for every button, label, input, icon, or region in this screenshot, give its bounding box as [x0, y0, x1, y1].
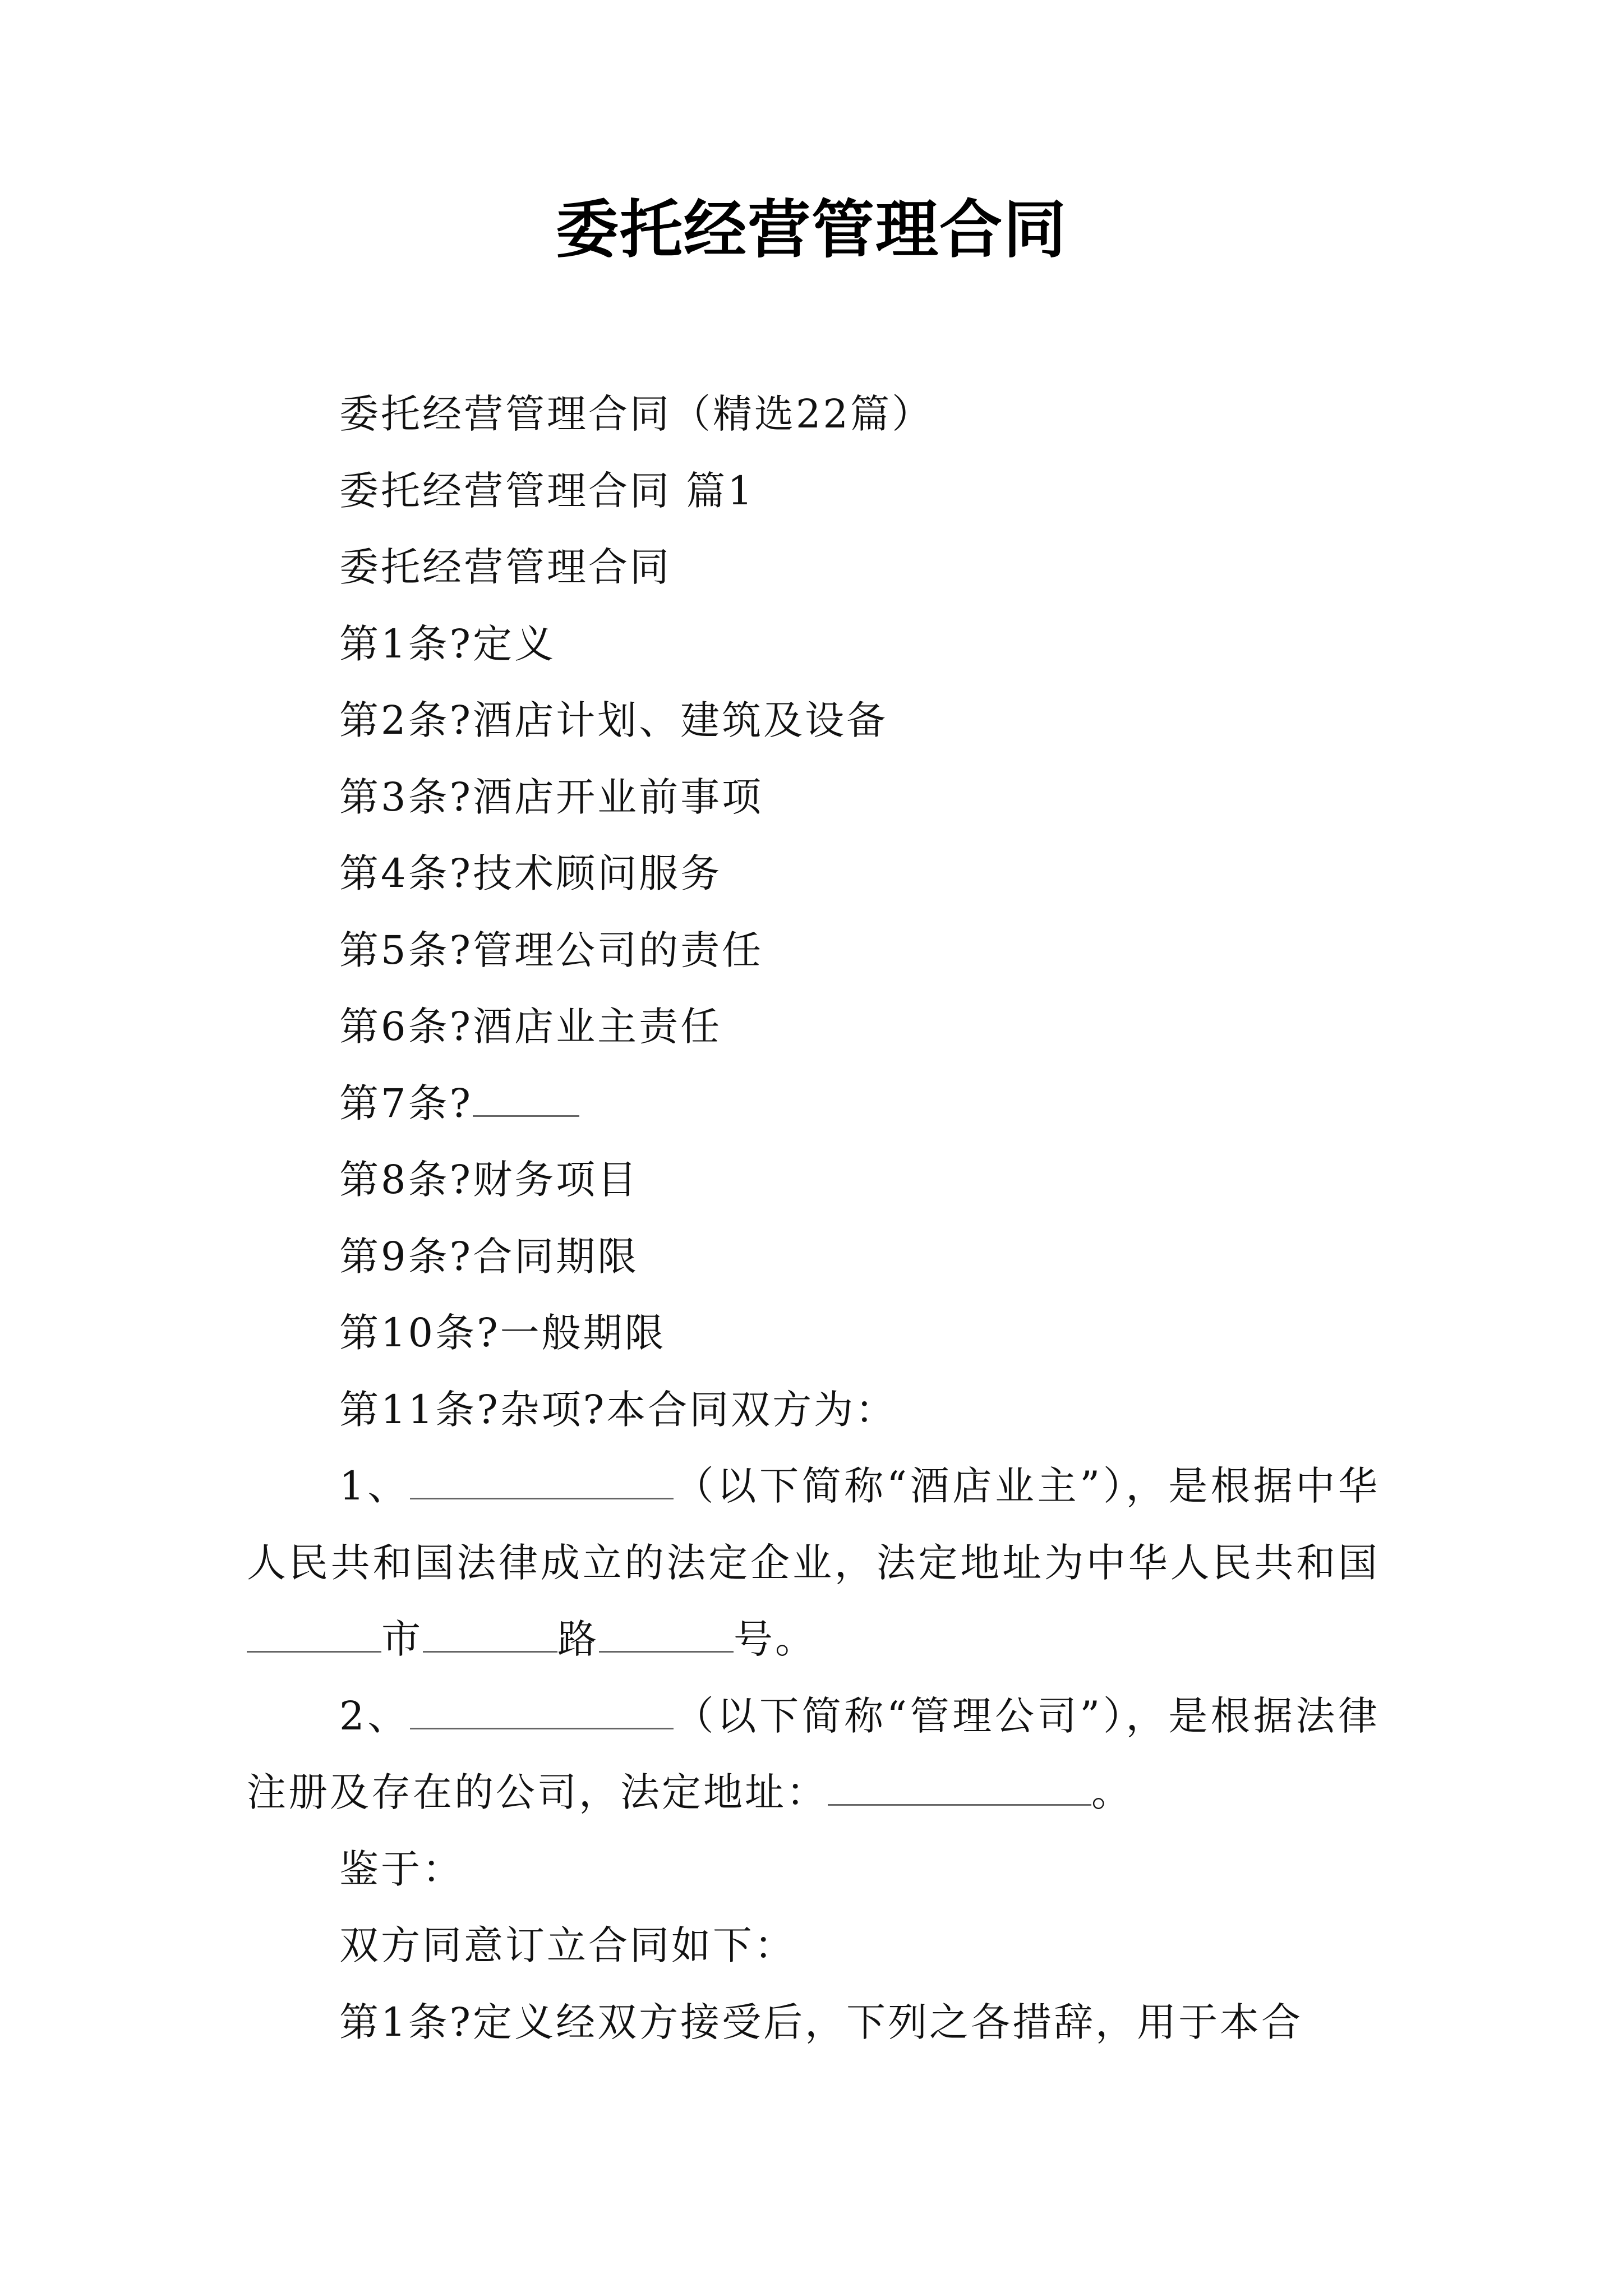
party-2-end: 。	[1091, 1769, 1133, 1815]
article-8-line: 第8条?财务项目	[339, 1157, 639, 1203]
subtitle-line: 委托经营管理合同（精选22篇）	[339, 391, 934, 437]
document-title: 委托经营管理合同	[556, 193, 1067, 266]
address-blank	[828, 1770, 1091, 1806]
city-blank	[247, 1617, 381, 1653]
article-10-line: 第10条?一般期限	[339, 1310, 666, 1356]
article-3-line: 第3条?酒店开业前事项	[339, 774, 764, 820]
party-2-prefix: 2、	[339, 1692, 410, 1739]
article-4-line: 第4条?技术顾问服务	[339, 850, 722, 896]
article-2-line: 第2条?酒店计划、建筑及设备	[339, 697, 888, 743]
city-label: 市	[381, 1616, 423, 1662]
number-label: 号。	[734, 1616, 817, 1662]
contract-name-line: 委托经营管理合同	[339, 544, 671, 590]
article-9-line: 第9条?合同期限	[339, 1233, 639, 1280]
article-11-line: 第11条?杂项?本合同双方为：	[339, 1386, 897, 1433]
blank-field	[473, 1082, 579, 1117]
agreement-line: 双方同意订立合同如下：	[339, 1922, 796, 1968]
article-5-line: 第5条?管理公司的责任	[339, 927, 764, 973]
party-2-paragraph	[247, 1678, 1380, 1831]
article-6-line: 第6条?酒店业主责任	[339, 1004, 722, 1050]
party-1-paragraph	[247, 1448, 1380, 1678]
party-1-text: （以下简称“酒店业主”），是根据中华人民共和国法律成立的法定企业，法定地址为中华人民共和国	[247, 1463, 1380, 1586]
number-blank	[599, 1617, 734, 1653]
whereas-line: 鉴于：	[339, 1846, 464, 1892]
party-1-name-blank	[410, 1464, 674, 1499]
article-7-text: 第7条?	[339, 1080, 473, 1126]
road-label: 路	[557, 1616, 599, 1662]
article-1-line: 第1条?定义	[339, 620, 556, 667]
road-blank	[423, 1617, 557, 1653]
article-1-body: 第1条?定义经双方接受后，下列之各措辞，用于本合	[339, 1999, 1303, 2045]
party-2-text: （以下简称“管理公司”），是根据法律注册及存在的公司，法定地址：	[247, 1692, 1380, 1815]
party-1-prefix: 1、	[339, 1463, 410, 1509]
article-7-line	[247, 1065, 1380, 1142]
party-2-name-blank	[410, 1694, 674, 1729]
document-body	[247, 376, 1380, 2060]
chapter-heading: 委托经营管理合同 篇1	[339, 467, 755, 514]
